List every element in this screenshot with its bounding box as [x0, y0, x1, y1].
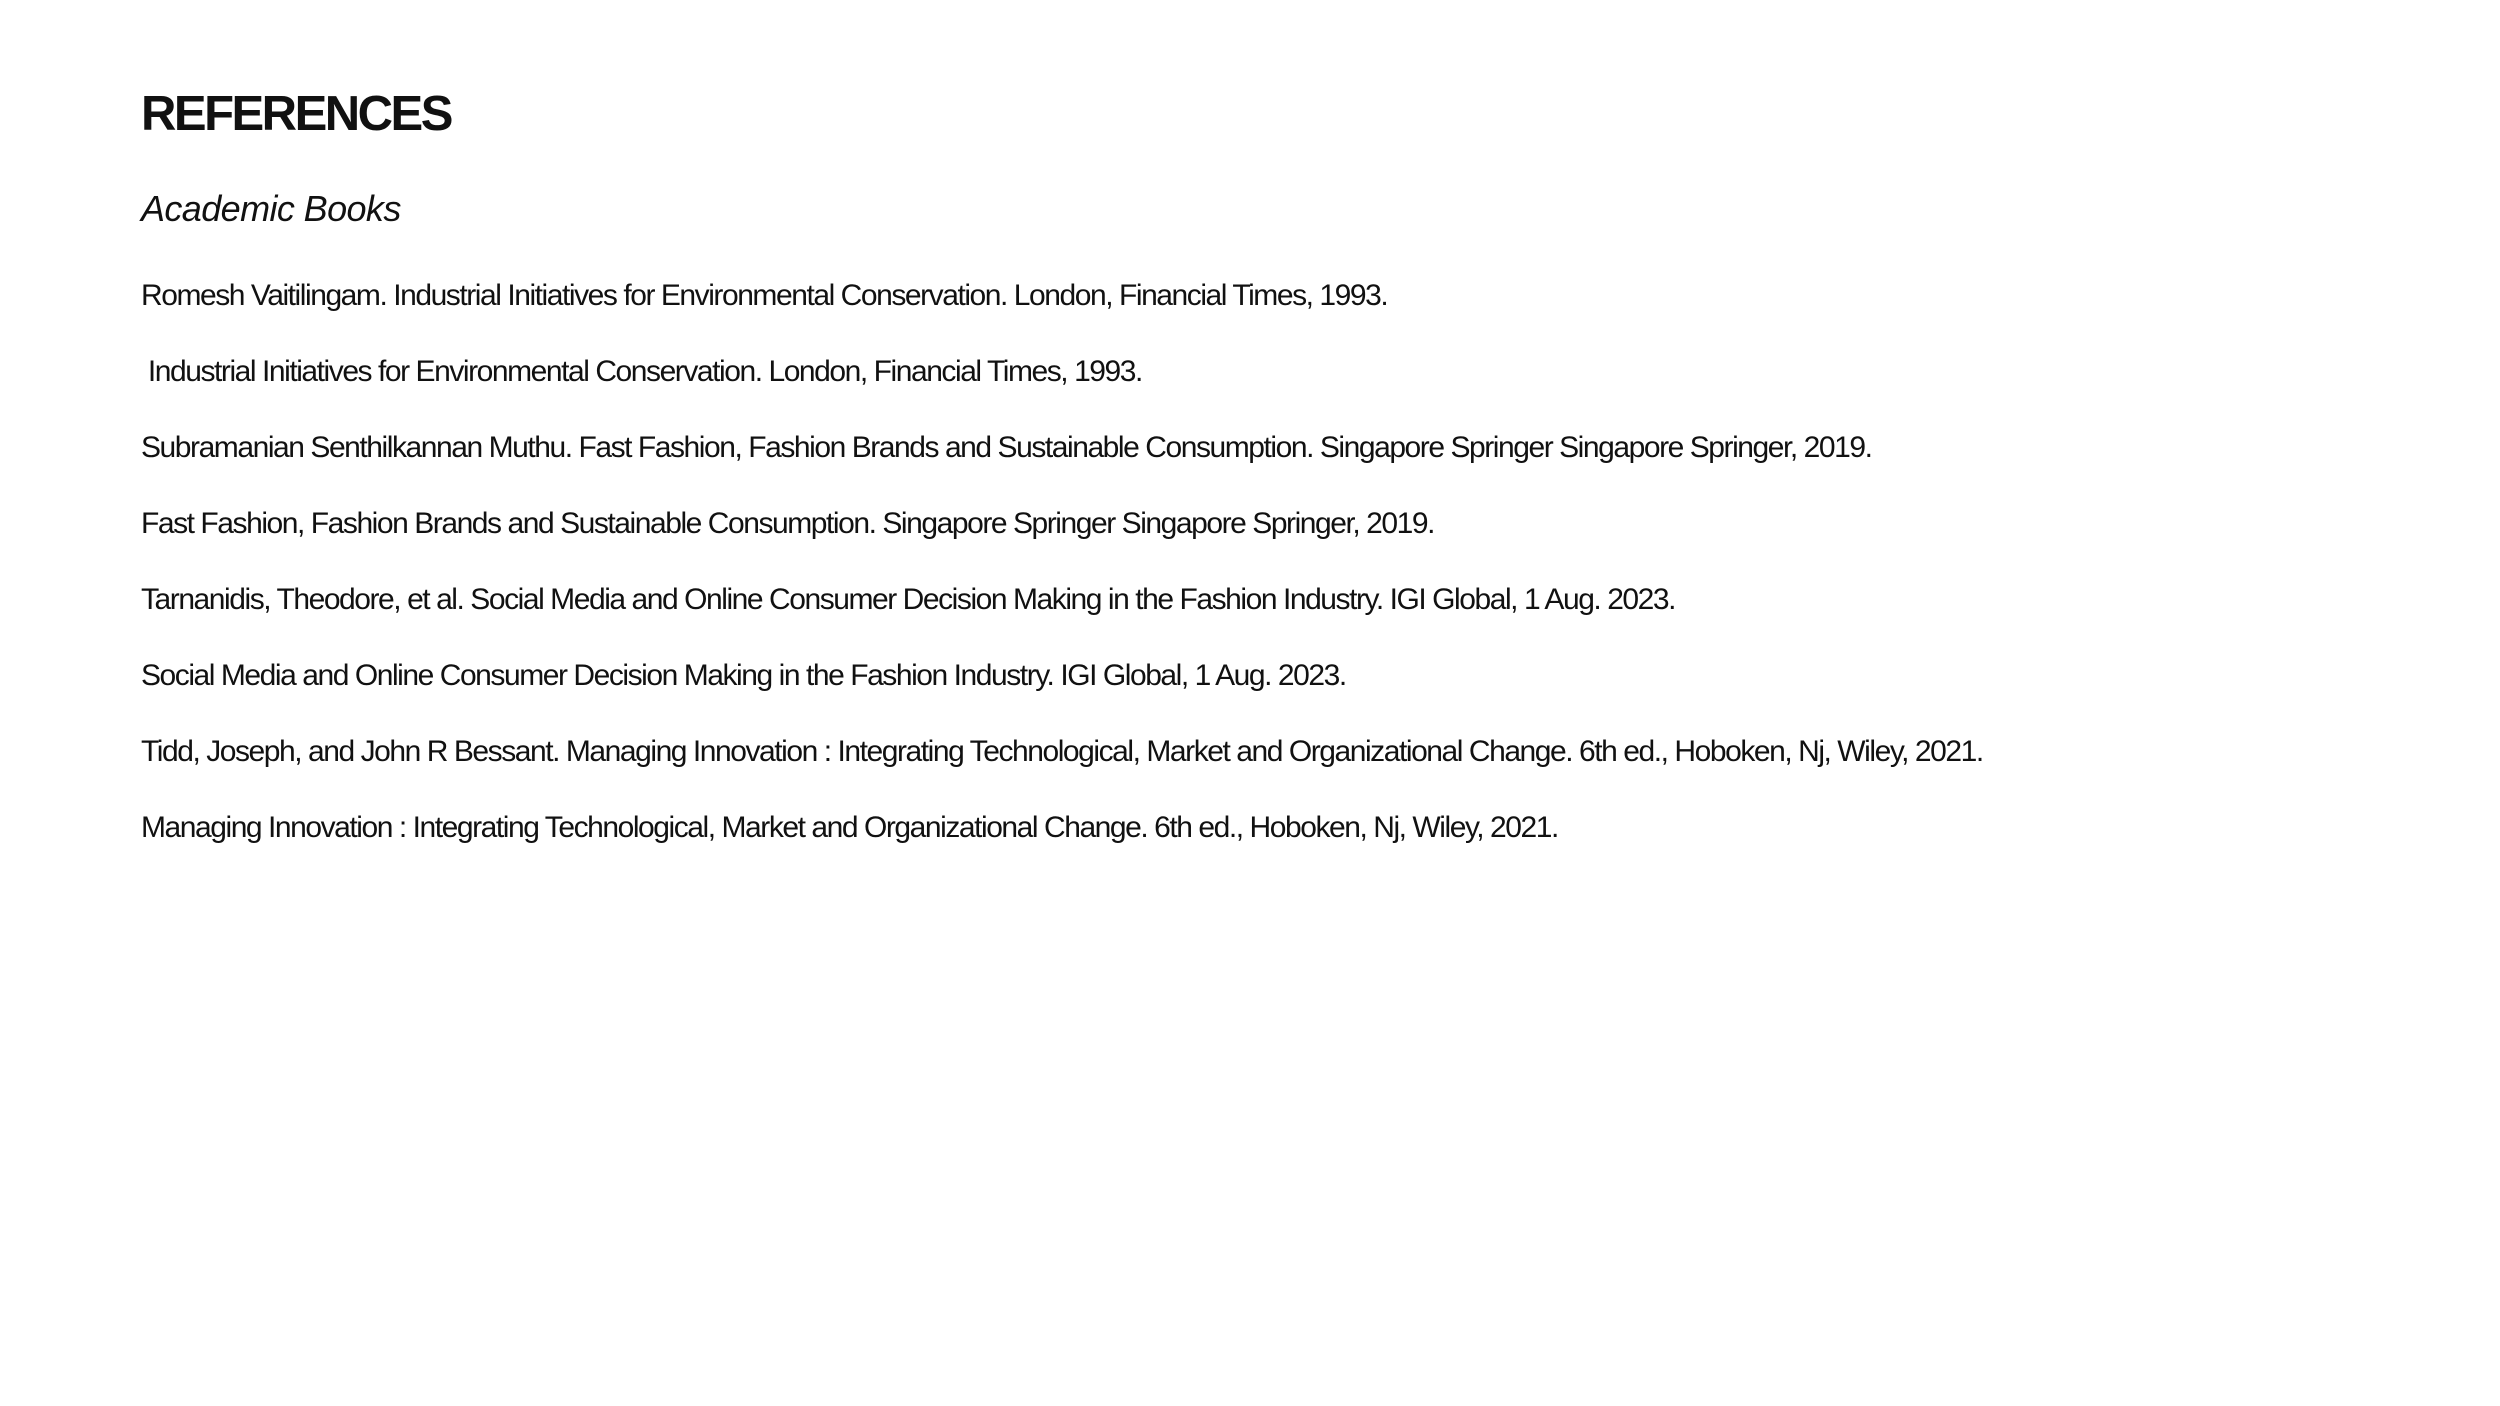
reference-item: Social Media and Online Consumer Decision Making in the Fashion Industry. IGI Global, 1 Aug. 2023.: [141, 659, 1346, 692]
reference-item: Tidd, Joseph, and John R Bessant. Managing Innovation : Integrating Technological, Market and Organizational Change. 6th ed., Hoboken, Nj, Wiley, 2021.: [141, 735, 1983, 768]
reference-item: Tarnanidis, Theodore, et al. Social Media and Online Consumer Decision Making in the Fashion Industry. IGI Global, 1 Aug. 2023.: [141, 583, 1676, 616]
reference-item: Managing Innovation : Integrating Technological, Market and Organizational Change. 6th ed., Hoboken, Nj, Wiley, 2021.: [141, 811, 1558, 844]
reference-item: Romesh Vaitilingam. Industrial Initiatives for Environmental Conservation. London, Financial Times, 1993.: [141, 279, 1388, 312]
reference-item: Fast Fashion, Fashion Brands and Sustainable Consumption. Singapore Springer Singapore Springer, 2019.: [141, 507, 1434, 540]
section-subtitle: Academic Books: [141, 188, 401, 229]
reference-item: Subramanian Senthilkannan Muthu. Fast Fashion, Fashion Brands and Sustainable Consumption. Singapore Springer Singapore Springer, 2019.: [141, 431, 1872, 464]
page-title: REFERENCES: [141, 87, 451, 141]
reference-list: [141, 276, 1983, 884]
reference-item: Industrial Initiatives for Environmental Conservation. London, Financial Times, 1993.: [141, 355, 1142, 388]
